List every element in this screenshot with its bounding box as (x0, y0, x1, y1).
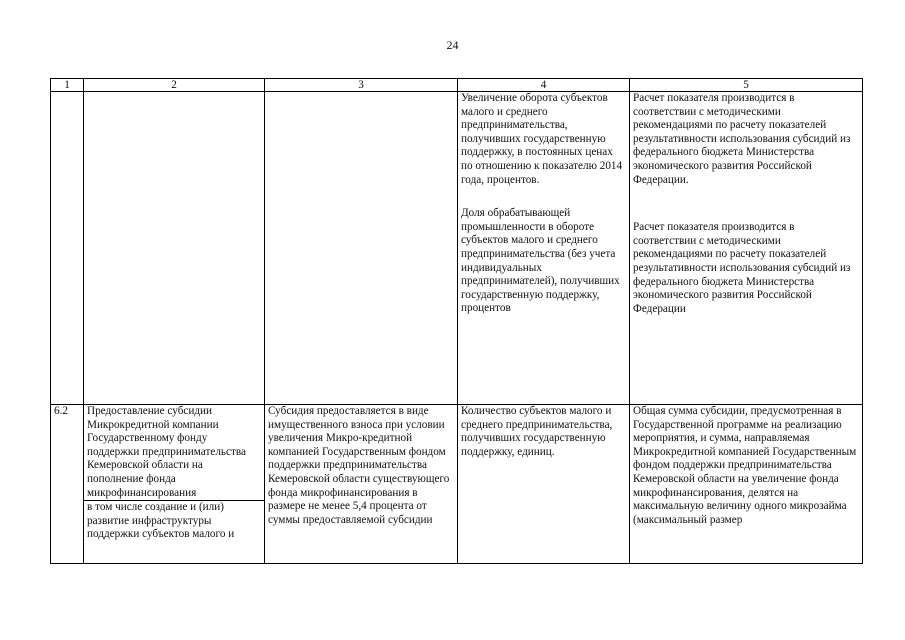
calculation-cell: Общая сумма субсидии, предусмотренная в Государственной программе на реализацию мероприятия, и сумма, направляемая Микрокредитной компанией Государственным фондом поддержки предпринимательства Кемеровской области на увеличение фонда микрофинансирования, делятся на максимальную величину одного микрозайма (максимальный размер (630, 405, 863, 564)
row-number-cell (51, 92, 84, 405)
column-header-2: 2 (84, 79, 265, 92)
page-number: 24 (446, 38, 459, 52)
measure-name-text: Предоставление субсидии Микрокредитной компании Государственному фонду поддержки предпринимательства Кемеровской области на пополнение фонда микрофинансирования (84, 405, 264, 501)
indicator-cell (458, 92, 630, 405)
row-number-cell: 6.2 (51, 405, 84, 564)
column-header-4: 4 (458, 79, 630, 92)
indicator-text: Доля обрабатывающей промышленности в обороте субъектов малого и среднего предпринимательства (без учета индивидуальных предпринимателей), получивших государственную поддержку, процентов (461, 207, 620, 315)
column-header-5: 5 (630, 79, 863, 92)
column-header-1: 1 (51, 79, 84, 92)
calculation-text: Расчет показателя производится в соответствии с методическими рекомендациями по расчету показателей результативности использования субсидий из федерального бюджета Министерства экономического развития Российской Федерации (633, 221, 851, 315)
indicator-text: Увеличение оборота субъектов малого и среднего предпринимательства, получивших государственную поддержку, в постоянных ценах по отношению к показателю 2014 года, процентов. (461, 92, 623, 186)
column-header-3: 3 (265, 79, 458, 92)
table-row (51, 92, 863, 405)
conditions-cell: Субсидия предоставляется в виде имущественного взноса при условии увеличения Микро-кредитной компанией Государственным фондом поддержки предпринимательства Кемеровской области существующего фонда микрофинансирования в размере не менее 5,4 процента от суммы предоставляемой субсидии (265, 405, 458, 564)
table-header-row (51, 79, 863, 92)
calculation-text: Расчет показателя производится в соответствии с методическими рекомендациями по расчету показателей результативности использования субсидий из федерального бюджета Министерства экономического развития Российской Федерации. (633, 92, 851, 186)
table-row (51, 405, 863, 564)
indicator-cell: Количество субъектов малого и среднего предпринимательства, получивших государственную поддержку, единиц. (458, 405, 630, 564)
document-table (50, 78, 863, 564)
measure-subitem-text: в том числе создание и (или) развитие инфраструктуры поддержки субъектов малого и (87, 501, 235, 541)
measure-name-cell (84, 92, 265, 405)
conditions-cell (265, 92, 458, 405)
measure-name-cell (84, 405, 265, 564)
calculation-cell (630, 92, 863, 405)
